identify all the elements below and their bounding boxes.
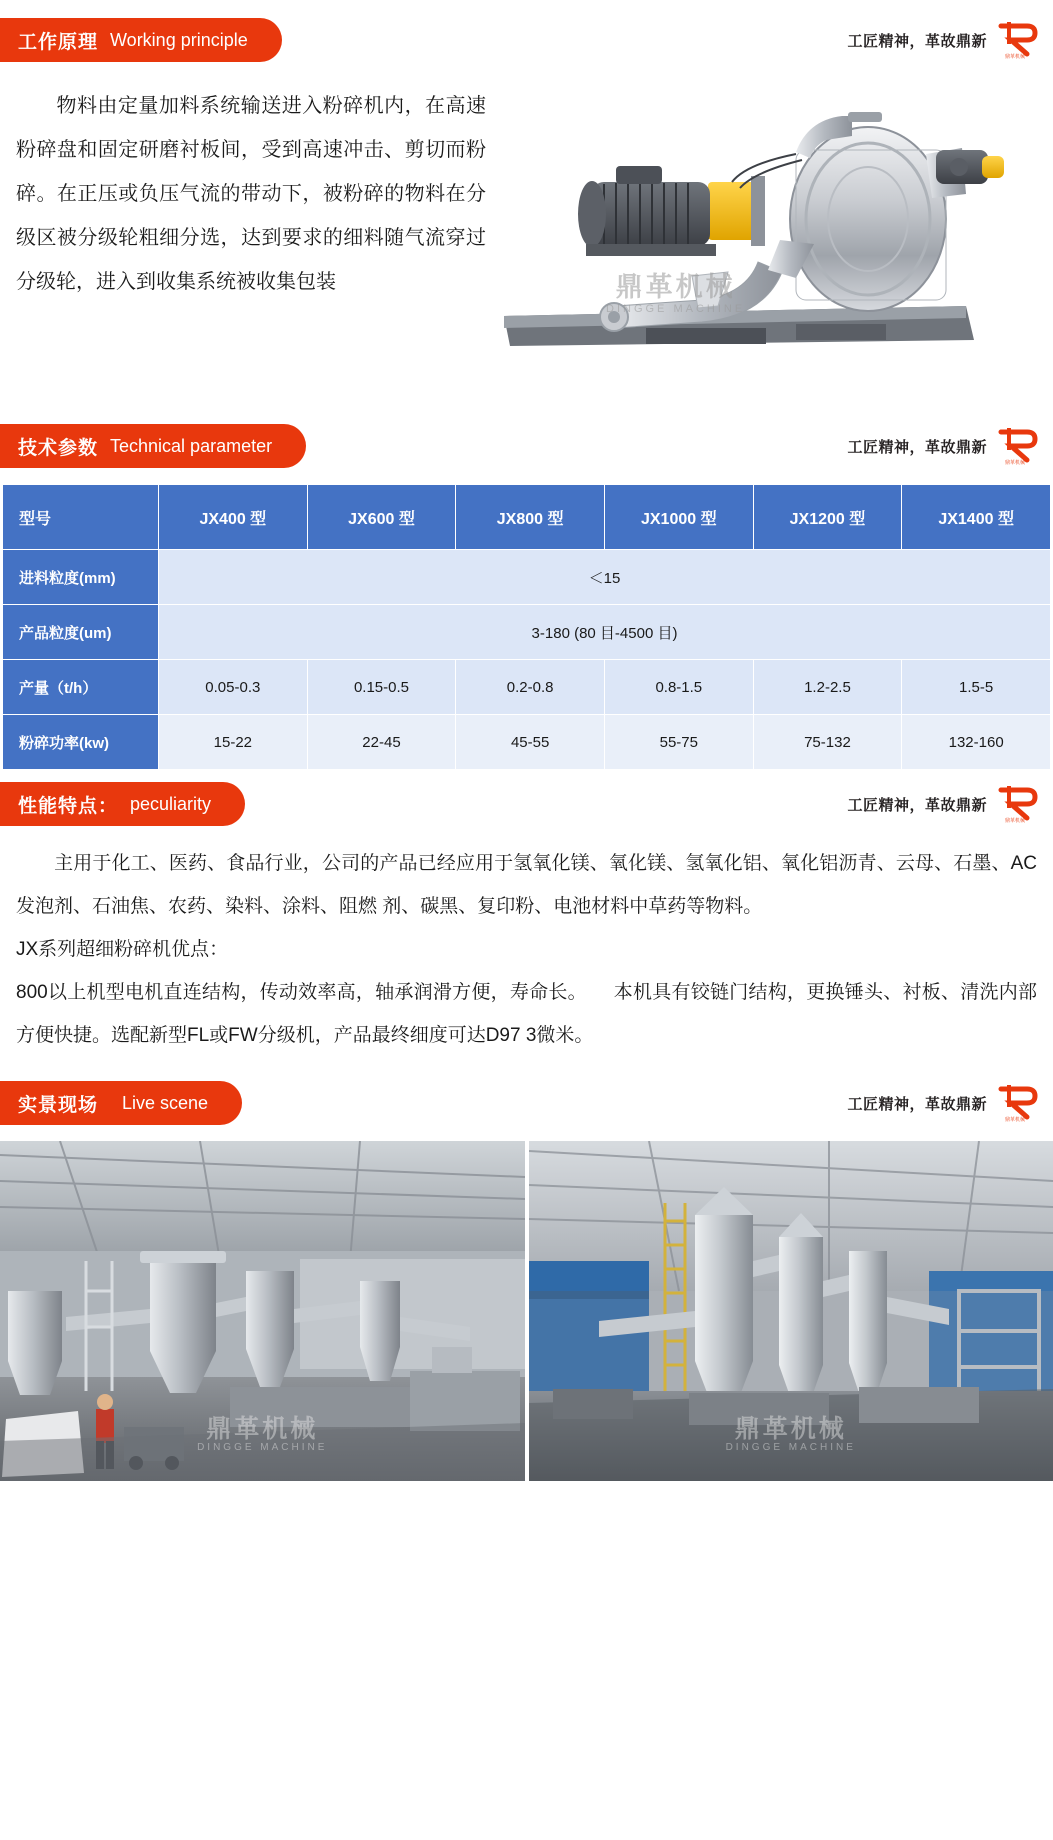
watermark-en: DINGGE MACHINE <box>725 1442 856 1453</box>
working-principle-paragraph: 物料由定量加料系统输送进入粉碎机内，在高速粉碎盘和固定研磨衬板间，受到高速冲击、剪切而粉碎。在正压或负压气流的带动下，被粉碎的物料在分级区被分级轮粗细分选，达到要求的细料随气流穿过分级轮，进入到收集系统被收集包装 <box>16 95 486 293</box>
svg-text:鼎革机械: 鼎革机械 <box>1005 54 1026 60</box>
section-title-en: peculiarity <box>130 793 212 814</box>
section-ribbon <box>0 18 282 62</box>
cell-capacity-jx1200: 1.2-2.5 <box>753 660 902 715</box>
section-title-cn: 技术参数 <box>18 437 99 459</box>
cell-capacity-jx1000: 0.8-1.5 <box>604 660 753 715</box>
brand-slogan: 工匠精神，革故鼎新 <box>847 796 987 814</box>
brand-slogan-block <box>847 426 1053 466</box>
cell-capacity-jx800: 0.2-0.8 <box>456 660 605 715</box>
section-header-working-principle <box>0 18 1053 62</box>
table-header-row <box>3 485 1051 550</box>
watermark-cn: 鼎革机械 <box>206 1413 319 1443</box>
cell-capacity-jx400: 0.05-0.3 <box>159 660 308 715</box>
brand-slogan-block <box>847 784 1053 824</box>
cell-product-size-value: 3-180 (80 目-4500 目) <box>159 605 1051 660</box>
svg-text:鼎革机械: 鼎革机械 <box>1005 818 1026 824</box>
col-header-jx1400: JX1400 型 <box>902 485 1051 550</box>
peculiarity-paragraph-1 <box>16 842 1037 928</box>
brand-slogan: 工匠精神，革故鼎新 <box>847 1095 987 1113</box>
cell-power-jx600: 22-45 <box>307 715 456 770</box>
company-logo-icon <box>997 426 1039 466</box>
brand-slogan: 工匠精神，革故鼎新 <box>847 438 987 456</box>
section-ribbon <box>0 782 245 826</box>
company-logo-icon <box>997 20 1039 60</box>
peculiarity-body <box>0 826 1053 1057</box>
spec-table <box>2 484 1051 770</box>
section-header-live-scene <box>0 1081 1053 1125</box>
working-principle-text <box>16 84 486 304</box>
row-label-capacity: 产量（t/h） <box>3 660 159 715</box>
watermark-cn: 鼎革机械 <box>734 1413 847 1443</box>
cell-power-jx400: 15-22 <box>159 715 308 770</box>
section-header-technical-parameter <box>0 424 1053 468</box>
cell-power-jx1400: 132-160 <box>902 715 1051 770</box>
peculiarity-text-3b: 本机具有铰链门结构，更换锤头、衬板、清洗内部方便快捷。选配新型FL或FW分级机，产品最终细度可达D97 3微米。 <box>16 982 1037 1046</box>
section-header-peculiarity <box>0 782 1053 826</box>
section-title-en: Working principle <box>110 29 248 50</box>
working-principle-body <box>0 62 1053 384</box>
row-label-power: 粉碎功率(kw) <box>3 715 159 770</box>
watermark-cn: 鼎革机械 <box>615 272 736 303</box>
watermark-en: DINGGE MACHINE <box>606 303 746 316</box>
section-title-en: Live scene <box>122 1092 209 1113</box>
section-title-cn: 性能特点： <box>18 795 119 817</box>
cell-feed-size-value: ＜15 <box>159 550 1051 605</box>
section-title-cn: 实景现场 <box>18 1094 99 1116</box>
col-header-model: 型号 <box>3 485 159 550</box>
cell-capacity-jx600: 0.15-0.5 <box>307 660 456 715</box>
photo-workshop-right <box>529 1141 1053 1481</box>
brand-slogan-block <box>847 20 1053 60</box>
machine-image <box>496 94 1016 364</box>
peculiarity-text-2: JX系列超细粉碎机优点： <box>16 939 229 960</box>
cell-power-jx1000: 55-75 <box>604 715 753 770</box>
row-label-product-size: 产品粒度(um) <box>3 605 159 660</box>
col-header-jx1200: JX1200 型 <box>753 485 902 550</box>
svg-text:鼎革机械: 鼎革机械 <box>1005 460 1026 466</box>
table-row <box>3 550 1051 605</box>
section-title-en: Technical parameter <box>110 435 273 456</box>
peculiarity-paragraph-3 <box>16 971 1037 1057</box>
brand-slogan-block <box>847 1083 1053 1123</box>
cell-capacity-jx1400: 1.5-5 <box>902 660 1051 715</box>
cell-power-jx800: 45-55 <box>456 715 605 770</box>
col-header-jx400: JX400 型 <box>159 485 308 550</box>
col-header-jx600: JX600 型 <box>307 485 456 550</box>
svg-text:鼎革机械: 鼎革机械 <box>1005 1117 1026 1123</box>
col-header-jx1000: JX1000 型 <box>604 485 753 550</box>
table-row <box>3 605 1051 660</box>
brand-slogan: 工匠精神，革故鼎新 <box>847 32 987 50</box>
photo-workshop-left <box>0 1141 525 1481</box>
col-header-jx800: JX800 型 <box>456 485 605 550</box>
peculiarity-text-1: 主用于化工、医药、食品行业，公司的产品已经应用于氢氧化镁、氧化镁、氢氧化铝、氧化铝沥青、云母、石墨、AC发泡剂、石油焦、农药、染料、涂料、阻燃 剂、碳黑、复印粉、电池材料中草药等物料。 <box>16 853 1037 917</box>
section-ribbon <box>0 424 306 468</box>
section-title-cn: 工作原理 <box>18 31 99 53</box>
cell-power-jx1200: 75-132 <box>753 715 902 770</box>
company-logo-icon <box>997 784 1039 824</box>
row-label-feed-size: 进料粒度(mm) <box>3 550 159 605</box>
live-scene-photos <box>0 1141 1053 1481</box>
peculiarity-paragraph-2 <box>16 928 1037 971</box>
machine-illustration <box>486 94 1037 384</box>
table-row <box>3 660 1051 715</box>
watermark-en: DINGGE MACHINE <box>197 1442 328 1453</box>
spec-table-wrapper <box>0 484 1053 770</box>
peculiarity-text-3a: 800以上机型电机直连结构，传动效率高，轴承润滑方便，寿命长。 <box>16 982 587 1003</box>
company-logo-icon <box>997 1083 1039 1123</box>
table-row <box>3 715 1051 770</box>
section-ribbon <box>0 1081 242 1125</box>
